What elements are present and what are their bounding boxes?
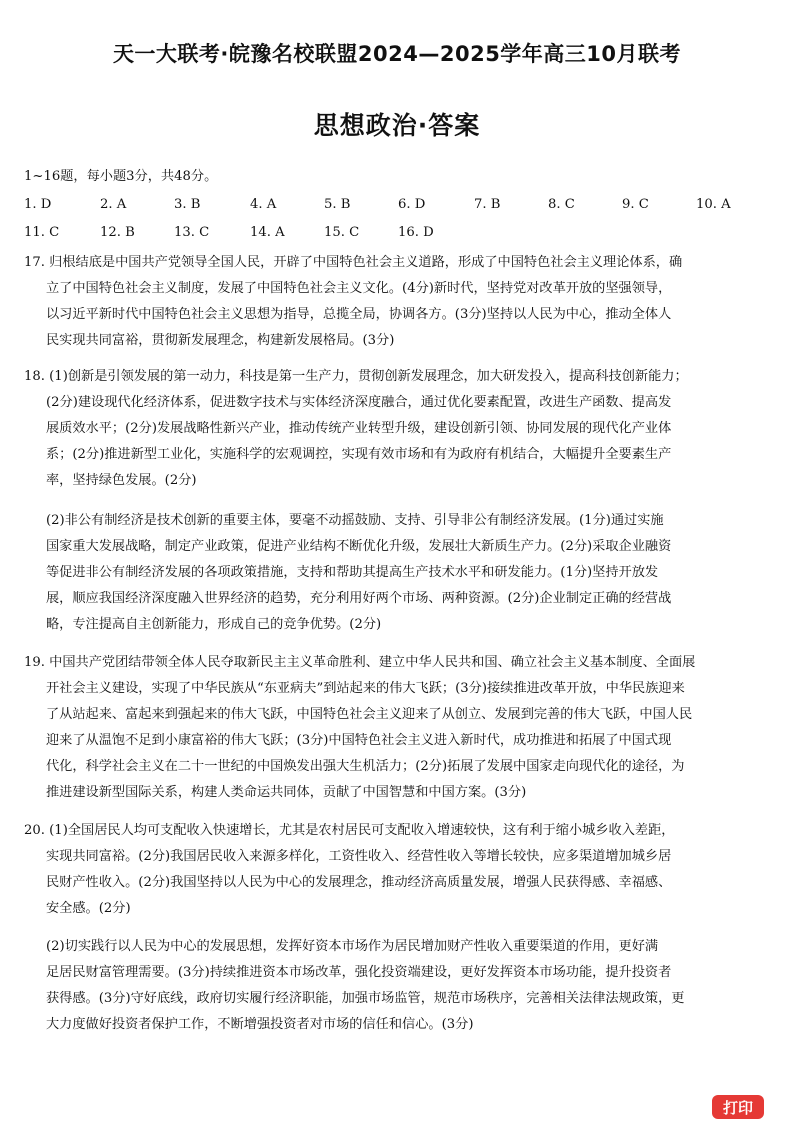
choice-answer: 7. B: [474, 197, 501, 212]
q17-line: 立了中国特色社会主义制度，发展了中国特色社会主义文化。(4分)新时代，坚持党对改革开放的坚强领导，: [46, 281, 672, 296]
q17-line: 17. 归根结底是中国共产党领导全国人民，开辟了中国特色社会主义道路，形成了中国特色社会主义理论体系，确: [24, 255, 683, 270]
choice-answer: 16. D: [398, 225, 434, 240]
choice-answer: 1. D: [24, 197, 52, 212]
choice-intro: 1~16题，每小题3分，共48分。: [24, 169, 218, 184]
q17-line: 民实现共同富裕，贯彻新发展理念，构建新发展格局。(3分): [46, 333, 395, 348]
q20-2-line: 获得感。(3分)守好底线，政府切实履行经济职能，加强市场监管，规范市场秩序，完善相关法律法规政策，更: [46, 991, 685, 1006]
q18-1-line: (2分)建设现代化经济体系，促进数字技术与实体经济深度融合，通过优化要素配置，改进生产函数、提高发: [46, 395, 672, 410]
q18-1-line: 率，坚持绿色发展。(2分): [46, 473, 197, 488]
q18-1-line: 展质效水平；(2分)发展战略性新兴产业，推动传统产业转型升级，建设创新引领、协同发展的现代化产业体: [46, 421, 672, 436]
choice-answer: 5. B: [324, 197, 351, 212]
choice-answer: 13. C: [174, 225, 210, 240]
q20-1-line: 实现共同富裕。(2分)我国居民收入来源多样化，工资性收入、经营性收入等增长较快，应多渠道增加城乡居: [46, 849, 672, 864]
choice-answer: 2. A: [100, 197, 127, 212]
choice-answer: 3. B: [174, 197, 201, 212]
choice-answer: 8. C: [548, 197, 575, 212]
q19-line: 迎来了从温饱不足到小康富裕的伟大飞跃；(3分)中国特色社会主义进入新时代，成功推进和拓展了中国式现: [46, 733, 672, 748]
q20-1-line: 民财产性收入。(2分)我国坚持以人民为中心的发展理念，推动经济高质量发展，增强人民获得感、幸福感、: [46, 875, 672, 890]
q20-1-line: 20. (1)全国居民人均可支配收入快速增长，尤其是农村居民可支配收入增速较快，这有利于缩小城乡收入差距，: [24, 823, 675, 838]
exam-title: 天一大联考·皖豫名校联盟2024—2025学年高三10月联考: [112, 42, 682, 66]
q19-line: 代化，科学社会主义在二十一世纪的中国焕发出强大生机活力；(2分)拓展了发展中国家走向现代化的途径，为: [46, 759, 685, 774]
subject-title: 思想政治·答案: [313, 111, 481, 140]
q19-line: 了从站起来、富起来到强起来的伟大飞跃，中国特色社会主义迎来了从创立、发展到完善的伟大飞跃，中国人民: [46, 707, 693, 722]
q19-line: 开社会主义建设，实现了中华民族从“东亚病夫”到站起来的伟大飞跃；(3分)接续推进改革开放，中华民族迎来: [46, 681, 685, 696]
q19-line: 推进建设新型国际关系，构建人类命运共同体，贡献了中国智慧和中国方案。(3分): [46, 785, 527, 800]
choice-answer: 4. A: [250, 197, 277, 212]
q18-2-line: 略，专注提高自主创新能力，形成自己的竞争优势。(2分): [46, 617, 382, 632]
choice-answer: 15. C: [324, 225, 360, 240]
q20-1-line: 安全感。(2分): [46, 901, 131, 916]
q19-line: 19. 中国共产党团结带领全体人民夺取新民主主义革命胜利、建立中华人民共和国、确立社会主义基本制度、全面展: [24, 655, 696, 670]
print-button[interactable]: 打印: [712, 1095, 764, 1119]
q17-line: 以习近平新时代中国特色社会主义思想为指导，总揽全局，协调各方。(3分)坚持以人民为中心，推动全体人: [46, 307, 672, 322]
q20-2-line: 大力度做好投资者保护工作，不断增强投资者对市场的信任和信心。(3分): [46, 1017, 474, 1032]
q18-1-line: 18. (1)创新是引领发展的第一动力，科技是第一生产力，贯彻创新发展理念，加大研发投入，提高科技创新能力；: [24, 369, 688, 384]
choice-answer: 10. A: [696, 197, 731, 212]
q20-2-line: 足居民财富管理需要。(3分)持续推进资本市场改革，强化投资端建设，更好发挥资本市场功能，提升投资者: [46, 965, 672, 980]
q18-2-line: (2)非公有制经济是技术创新的重要主体，要毫不动摇鼓励、支持、引导非公有制经济发展。(1分)通过实施: [46, 513, 664, 528]
choice-answer: 12. B: [100, 225, 135, 240]
choice-answer: 14. A: [250, 225, 285, 240]
q20-2-line: (2)切实践行以人民为中心的发展思想，发挥好资本市场作为居民增加财产性收入重要渠道的作用，更好满: [46, 939, 659, 954]
q18-2-line: 展，顺应我国经济深度融入世界经济的趋势，充分利用好两个市场、两种资源。(2分)企业制定正确的经营战: [46, 591, 672, 606]
q18-2-line: 等促进非公有制经济发展的各项政策措施，支持和帮助其提高生产技术水平和研发能力。(1分)坚持开放发: [46, 565, 659, 580]
choice-answer: 9. C: [622, 197, 649, 212]
choice-answer: 6. D: [398, 197, 426, 212]
choice-answer: 11. C: [24, 225, 60, 240]
q18-2-line: 国家重大发展战略，制定产业政策，促进产业结构不断优化升级，发展壮大新质生产力。(2分)采取企业融资: [46, 539, 672, 554]
q18-1-line: 系；(2分)推进新型工业化，实施科学的宏观调控，实现有效市场和有为政府有机结合，大幅提升全要素生产: [46, 447, 672, 462]
